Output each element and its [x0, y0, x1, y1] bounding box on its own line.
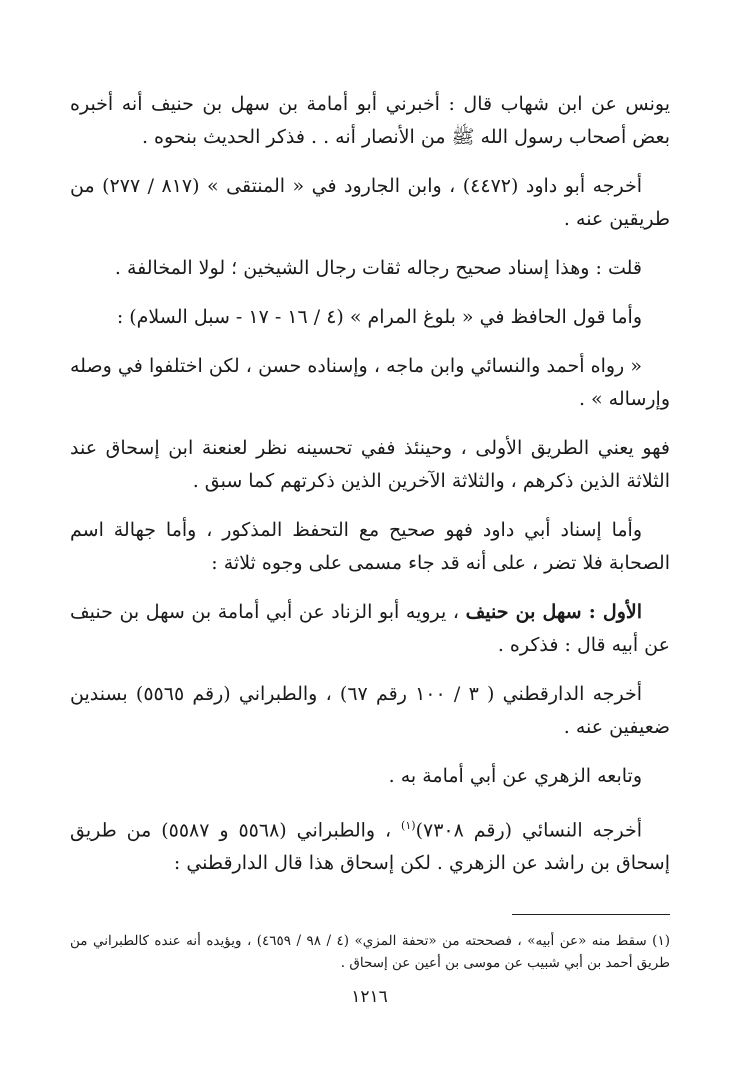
paragraph-8: الأول : سهل بن حنيف ، يرويه أبو الزناد عن أبي أمامة بن سهل بن حنيف عن أبيه قال : فذكره .: [70, 601, 670, 656]
paragraph-11: أخرجه النسائي (رقم ٧٣٠٨)$^{(١)}$ ، والطبراني (٥٥٦٨ و ٥٥٨٧) من طريق إسحاق بن راشد عن الزهري . لكن إسحاق هذا قال الدارقطني :: [70, 819, 670, 875]
paragraph-2: أخرجه أبو داود (٤٤٧٢) ، وابن الجارود في « المنتقى » (٨١٧ / ٢٧٧) من طريقين عنه .: [70, 175, 670, 230]
footnote-divider: [512, 914, 670, 915]
footnote: (١) سقط منه «عن أبيه» ، فصححته من «تحفة المزي» (٤ / ٩٨ / ٤٦٥٩) ، ويؤيده أنه عنده كالطبراني من طريق أحمد بن أبي شبيب عن موسى بن أعين عن إسحاق .: [70, 933, 670, 971]
paragraph-4: وأما قول الحافظ في « بلوغ المرام » (٤ / ١٦ - ١٧ - سبل السلام) :: [116, 306, 642, 328]
footnote-ref: (١): [401, 819, 416, 832]
paragraph-7: وأما إسناد أبي داود فهو صحيح مع التحفظ المذكور ، وأما جهالة اسم الصحابة فلا تضر ، على أنه قد جاء مسمى على وجوه ثلاثة :: [70, 519, 670, 574]
first-aspect-heading: الأول : سهل بن حنيف: [465, 601, 642, 623]
quote-paragraph: « رواه أحمد والنسائي وابن ماجه ، وإسناده حسن ، لكن اختلفوا في وصله وإرساله » .: [70, 355, 670, 410]
paragraph-1: يونس عن ابن شهاب قال : أخبرني أبو أمامة بن سهل بن حنيف أنه أخبره بعض أصحاب رسول الله ﷺ من الأنصار أنه . . فذكر الحديث بنحوه .: [70, 93, 670, 148]
paragraph-10: وتابعه الزهري عن أبي أمامة به .: [388, 765, 642, 787]
page-number: ١٢١٦: [351, 987, 388, 1007]
paragraph-3: قلت : وهذا إسناد صحيح رجاله ثقات رجال الشيخين ؛ لولا المخالفة .: [114, 257, 642, 279]
paragraph-9: أخرجه الدارقطني ( ٣ / ١٠٠ رقم ٦٧) ، والطبراني (رقم ٥٥٦٥) بسندين ضعيفين عنه .: [70, 683, 670, 738]
main-text: [70, 88, 670, 896]
paragraph-6: فهو يعني الطريق الأولى ، وحينئذ ففي تحسينه نظر لعنعنة ابن إسحاق عند الثلاثة الذين ذكرهم ، والثلاثة الآخرين الذين ذكرتهم كما سبق .: [70, 437, 670, 492]
